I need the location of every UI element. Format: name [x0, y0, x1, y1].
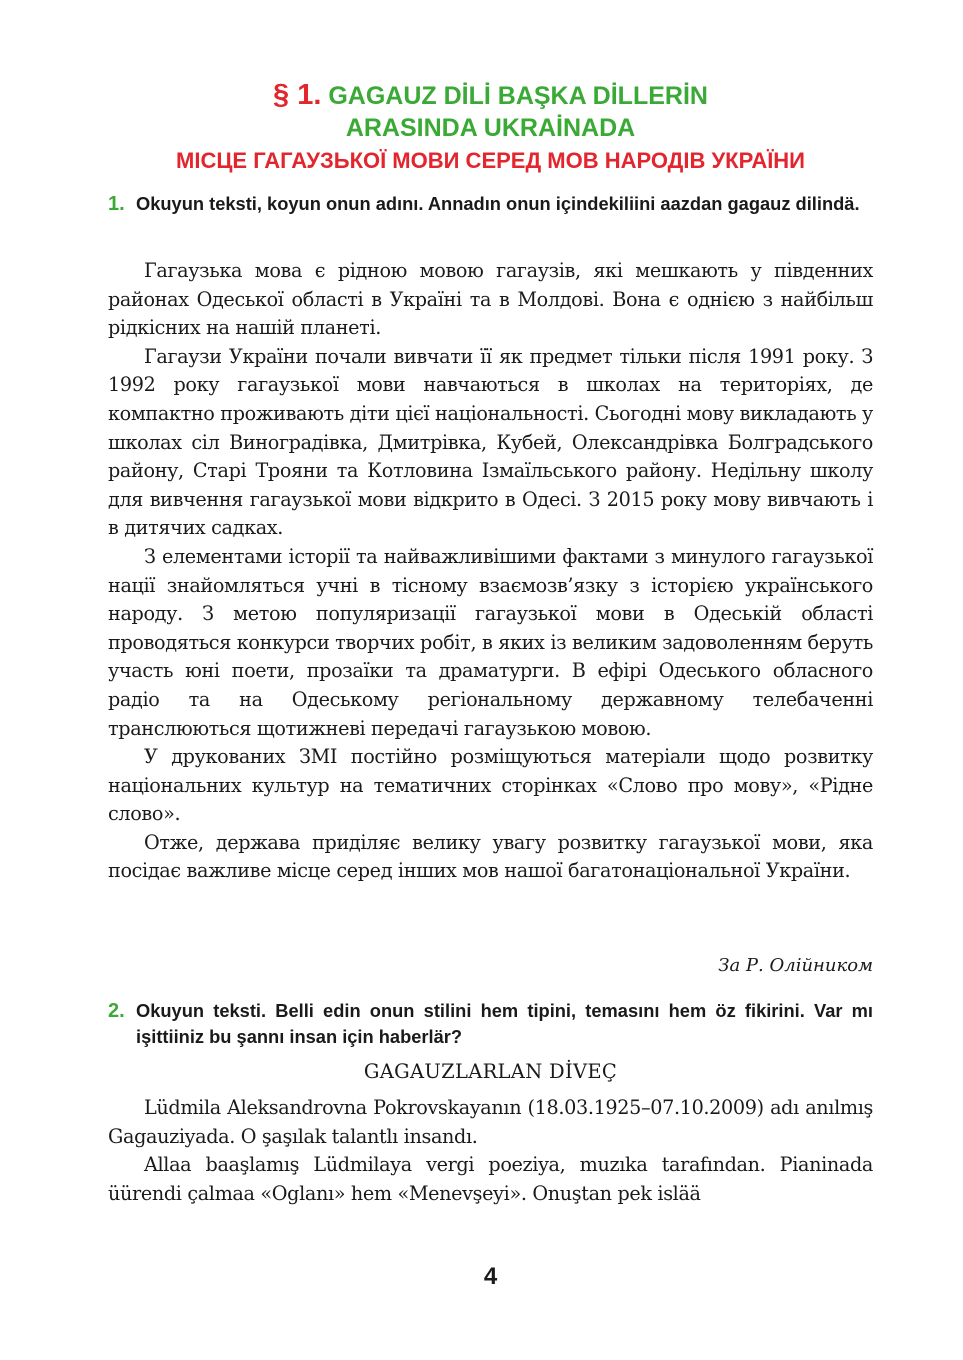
- reading-text-2: [108, 1094, 873, 1208]
- section-title-line1: [108, 78, 873, 113]
- section-title-gagauz-1: GAGAUZ DİLİ BAŞKA DİLLERİN: [328, 82, 708, 110]
- section-title-ukrainian: МІСЦЕ ГАГАУЗЬКОЇ МОВИ СЕРЕД МОВ НАРОДІВ УКРАЇНИ: [176, 148, 805, 173]
- paragraph: З елементами історії та найважливішими фактами з минулого гагаузької нації знайомляться учні в тісному взаємозв’язку з історією українського народу. З метою популяризації гагаузької мови в Одеській області проводяться конкурси творчих робіт, в яких із великим задоволенням беруть участь юні поети, прозаїки та драматурги. В ефірі Одеського обласного радіо та на Одеському регіональному державному телебаченні транслюються щотижневі передачі гагаузькою мовою.: [108, 544, 873, 740]
- paragraph: Lüdmila Aleksandrovna Pokrovskayanın (18.03.1925–07.10.2009) adı anılmış Gagauziyada. O şaşılak talantlı insandı.: [108, 1096, 873, 1148]
- section-title-gagauz-2: ARASINDA UKRAİNADA: [345, 114, 636, 142]
- paragraph: Allaa baaşlamış Lüdmilaya vergi poeziya, muzıka tarafından. Pianinada üürendi çalmaa «Oglanı» hem «Menevşeyi». Onuştan pek islää: [108, 1153, 873, 1205]
- text-author: За Р. Олійником: [718, 955, 873, 976]
- reading-text-2-title: GAGAUZLARLAN DİVEÇ: [363, 1060, 618, 1083]
- reading-text-1: [108, 257, 873, 886]
- task-number: 1.: [108, 193, 125, 215]
- task-2: [108, 998, 873, 1050]
- task-text: Okuyun teksti. Belli edin onun stilini hem tipini, temasını hem öz fikirini. Var mı işittiiniz bu şannı insan için haberlär?: [136, 1000, 873, 1047]
- task-number: 2.: [108, 1000, 125, 1022]
- paragraph: У друкованих ЗМІ постійно розміщуються матеріали щодо розвитку національних культур на тематичних сторінках «Слово про мову», «Рідне слово».: [108, 745, 873, 826]
- page-number: 4: [483, 1263, 498, 1290]
- paragraph: Гагаузька мова є рідною мовою гагаузів, які мешкають у південних районах Одеської області в Україні та в Молдові. Вона є однією з найбільш рідкісних на нашій планеті.: [108, 259, 873, 340]
- paragraph: Гагаузи України почали вивчати її як предмет тільки після 1991 року. З 1992 року гагаузької мови навчаються в школах на територіях, де компактно проживають діти цієї національності. Сьогодні мову викладають у школах сіл Виноградівка, Дмитрівка, Кубей, Олександрівка Болградського району, Старі Трояни та Котловина Ізмаїльського району. Недільну школу для вивчення гагаузької мови відкрито в Одесі. З 2015 року мову вивчають і в дитячих садках.: [108, 344, 873, 540]
- task-1: [108, 191, 873, 217]
- paragraph: Отже, держава приділяє велику увагу розвитку гагаузької мови, яка посідає важливе місце серед інших мов нашої багатонаціональної України.: [108, 830, 873, 883]
- task-text: Okuyun teksti, koyun onun adını. Annadın onun içindekiliini aazdan gagauz dilindä.: [136, 193, 860, 214]
- section-number: § 1.: [273, 79, 322, 111]
